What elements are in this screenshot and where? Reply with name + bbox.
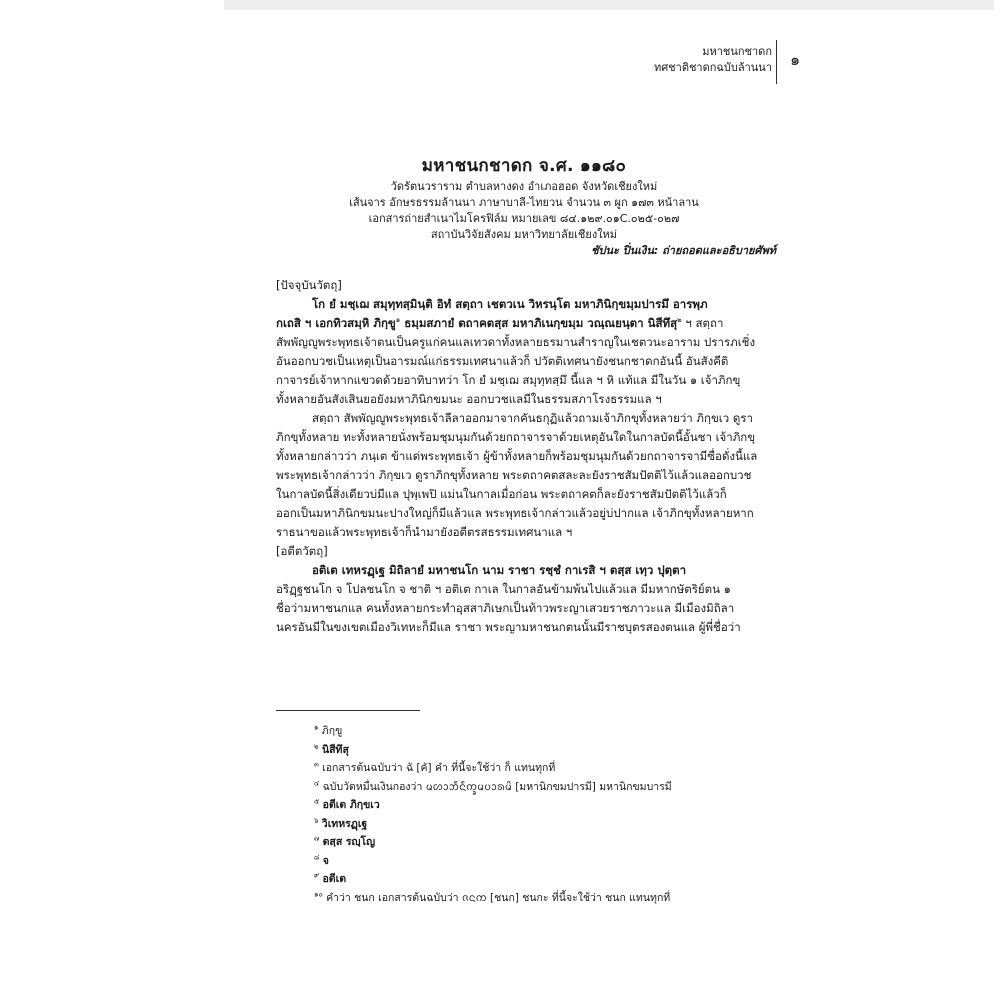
footnote-text: ตสฺส รญฺโญ (322, 836, 376, 848)
text-line: ราธนาขอแล้วพระพุทธเจ้าก็นำมายังอตีตรสธรรมเทศนาแล ฯ (276, 525, 573, 539)
footnote-text: เอกสารต้นฉบับว่า ฉั [คั] คำ ที่นี้จะใช้ว่า ก็ แทนทุกที่ (322, 762, 556, 774)
footnote (314, 815, 774, 834)
footnote-number: ๔ (314, 779, 320, 787)
text-line: สตฺถา สัพพัญญูพระพุทธเจ้าลีลาออกมาจากคันธกุฏิแล้วถามเจ้าภิกขุทั้งหลายว่า ภิกฺขเว ดูรา (312, 411, 753, 425)
footnote (314, 833, 774, 852)
footnote (314, 741, 774, 760)
microfilm-reference: เอกสารถ่ายสำเนาไมโครฟิล์ม หมายเลข ๘๔.๑๒๙.๐๑C.๐๒๕-๐๒๗ (368, 212, 680, 225)
footnote-number: ๓ (314, 760, 319, 769)
footnote-ref: ๑ (395, 316, 401, 325)
header-divider (776, 40, 777, 84)
source-temple: วัดรัตนวราราม ตำบลหางดง อำเภอฮอด จังหวัดเชียงใหม่ (390, 180, 658, 193)
page-number: ๑ (790, 50, 801, 69)
footnote-text: อตีเต ภิกฺขเว (322, 799, 380, 811)
footnote-number: ๗ (314, 834, 320, 843)
footnote-number: ๙ (314, 871, 320, 880)
footnote-text: ภิกฺขู (321, 725, 343, 737)
running-header-book-title: มหาชนกชาดก (702, 45, 772, 58)
pali-text: อติเต เทหรฏฺเฐ มิถิลายํ มหาชนโก นาม ราชา รชฺชํ กาเรสิ ฯ ตสฺส เทฺว ปุตฺตา (312, 563, 687, 577)
footnote-number: ๕ (314, 797, 320, 806)
footnote-text: จ (322, 854, 329, 867)
footnote-text: วิเทหรฏฺเฐ (321, 817, 368, 830)
section-heading-present: [ปัจจุบันวัตถุ] (276, 278, 342, 292)
footnote (314, 889, 774, 908)
text-line: อริฏฺฐชนโก จ โปลชนโก จ ชาติ ฯ อติเต กาเล ในกาลอันข้ามพ้นไปแล้วแล มีมหากษัตริย์ตน ๑ (276, 582, 731, 596)
footnote-number: ๖ (314, 816, 319, 824)
pali-text: ฯ สตฺถา (681, 316, 724, 330)
pali-opening: โก ยํ มชฺเฌ สมุทฺทสฺมินฺติ อิทํ สตฺถา เชตวเน วิหรนฺโต มหาภินิกฺขมฺมปารมึ อารพฺภ (312, 297, 708, 311)
section-heading-past: [อตีตวัตถุ] (276, 544, 328, 558)
text-line: ในกาลบัดนี้สิ่งเดียวบ่มีแล ปุพฺเพปิ แม่นในกาลเมื่อก่อน พระตถาคตก็ละยังราชสัมปัตติไว้แล้วก็ (276, 487, 727, 501)
footnote-text: นิสีทึสุ (321, 743, 349, 756)
manuscript-description: เส้นจาร อักษรธรรมล้านนา ภาษาบาลี-ไทยวน จำนวน ๓ ผูก ๑๗๓ หน้าลาน (349, 196, 699, 209)
text-line (276, 561, 774, 580)
text-line: สัพพัญญูพระพุทธเจ้าตนเป็นครูแก่คนแลเทวดาทั้งหลายธรมานสำราญในเชตวนะอาราม ปรารภเชิ่ง (276, 335, 756, 349)
text-line: อันออกบวชเป็นเหตุเป็นอารมณ์แก่ธรรมเทศนาแล้วก็ ปวัตติเทศนายังชนกชาดกอันนี้ อันสังคีติ (276, 354, 729, 368)
footnote-divider (276, 710, 420, 711)
running-header (654, 44, 772, 76)
text-line: นครอันมีในขงเขตเมืองวิเทหะก็มีแล ราชา พระญามหาชนกตนนั้นมีราชบุตรสองตนแล ผู้พี่ชื่อว่า (276, 620, 741, 634)
running-header-series-title: ทศชาติชาดกฉบับล้านนา (653, 61, 772, 74)
text-line: ทั้งหลายอันสังเสินยอยังมหาภินิกขมนะ ออกบวชแลมีในธรรมสภาโรงธรรมแล ฯ (276, 392, 662, 406)
page-title: มหาชนกชาดก จ.ศ. ๑๑๘๐ (421, 156, 627, 176)
text-line: ภิกขุทั้งหลาย ทะทั้งหลายนั่งพร้อมชุมนุมกันด้วยกถาจารจาด้วยเหตุอันใดในกาลบัดนี้อั้นชา เจ้าภิกขุ (276, 430, 756, 444)
text-line: พระพุทธเจ้ากล่าวว่า ภิกฺขเว ดูราภิกขุทั้งหลาย พระตถาคตสละละยังราชสัมปัตติไว้แล้วแลออกบวช (276, 468, 752, 482)
footnote-text: คำว่า ชนก เอกสารต้นฉบับว่า ᨩᨶᨠ [ชนก] ชนกะ ที่นี้จะใช้ว่า ชนก แทนทุกที่ (326, 891, 671, 904)
footnote-number: ๑ (314, 723, 319, 732)
footnotes (314, 722, 774, 907)
text-line: กาจารย์เจ้าหากแขวดด้วยอาทิบาทว่า โก ยํ มชฺเฌ สมุทฺทสฺมึ นี้แล ฯ หิ แท้แล มีในวัน ๑ เจ้าภิกขุ (276, 373, 741, 387)
footnote (314, 870, 774, 889)
title-block (272, 153, 776, 259)
footnote-ref: ๒ (677, 316, 682, 325)
text-line: ทั้งหลายกล่าวว่า ภนฺเต ข้าแด่พระพุทธเจ้า ผู้ข้าทั้งหลายก็พร้อมชุมนุมกันด้วยกถาจารจามีซื่อดั่งนี้แล (276, 449, 758, 463)
translator-credit: ชัปนะ ปิ่นเงิน: ถ่ายถอดและอธิบายศัพท์ (591, 244, 776, 257)
institution: สถาบันวิจัยสังคม มหาวิทยาลัยเชียงใหม่ (430, 228, 618, 241)
text-line (276, 314, 774, 333)
footnote (314, 778, 774, 797)
text-line: ออกเป็นมหาภินิกขมนะปางใหญ่ก็มีแล้วแล พระพุทธเจ้ากล่าวแล้วอยู่บ่ปากแล เจ้าภิกขุทั้งหลายหาก (276, 506, 754, 520)
text-line (276, 295, 774, 314)
pali-text: กเถสิ ฯ เอกทิวสมฺหิ ภิกฺขู (276, 316, 396, 330)
footnote-text: อตีเต (322, 873, 347, 885)
main-text (276, 276, 774, 637)
footnote (314, 722, 774, 741)
footnote-number: ๑๐ (314, 890, 323, 898)
footnote (314, 852, 774, 871)
footnote-text: ฉบับวัดหมื่นเงินกองว่า ᨾᩉᩣᨽᩥᨶᩥᨠ᩠ᨡᨾᨷᩣᩁᨾᩦ [มหานิกขมปารมี] มหานิกขมบารมี (322, 780, 672, 793)
footnote-number: ๘ (314, 853, 320, 861)
footnote (314, 759, 774, 778)
footnote (314, 796, 774, 815)
pali-text: ธมฺมสภายํ ตถาคตสฺส มหาภิเนกฺขมฺม วณฺณยนฺตา นิสีทึสุ (400, 316, 678, 330)
footnote-number: ๒ (314, 742, 319, 750)
text-line: ชื่อว่ามหาชนกแล คนทั้งหลายกระทำอุสสาภิเษกเป็นท้าวพระญาเสวยราชภาวะแล มีเมืองมิถิลา (276, 601, 735, 615)
